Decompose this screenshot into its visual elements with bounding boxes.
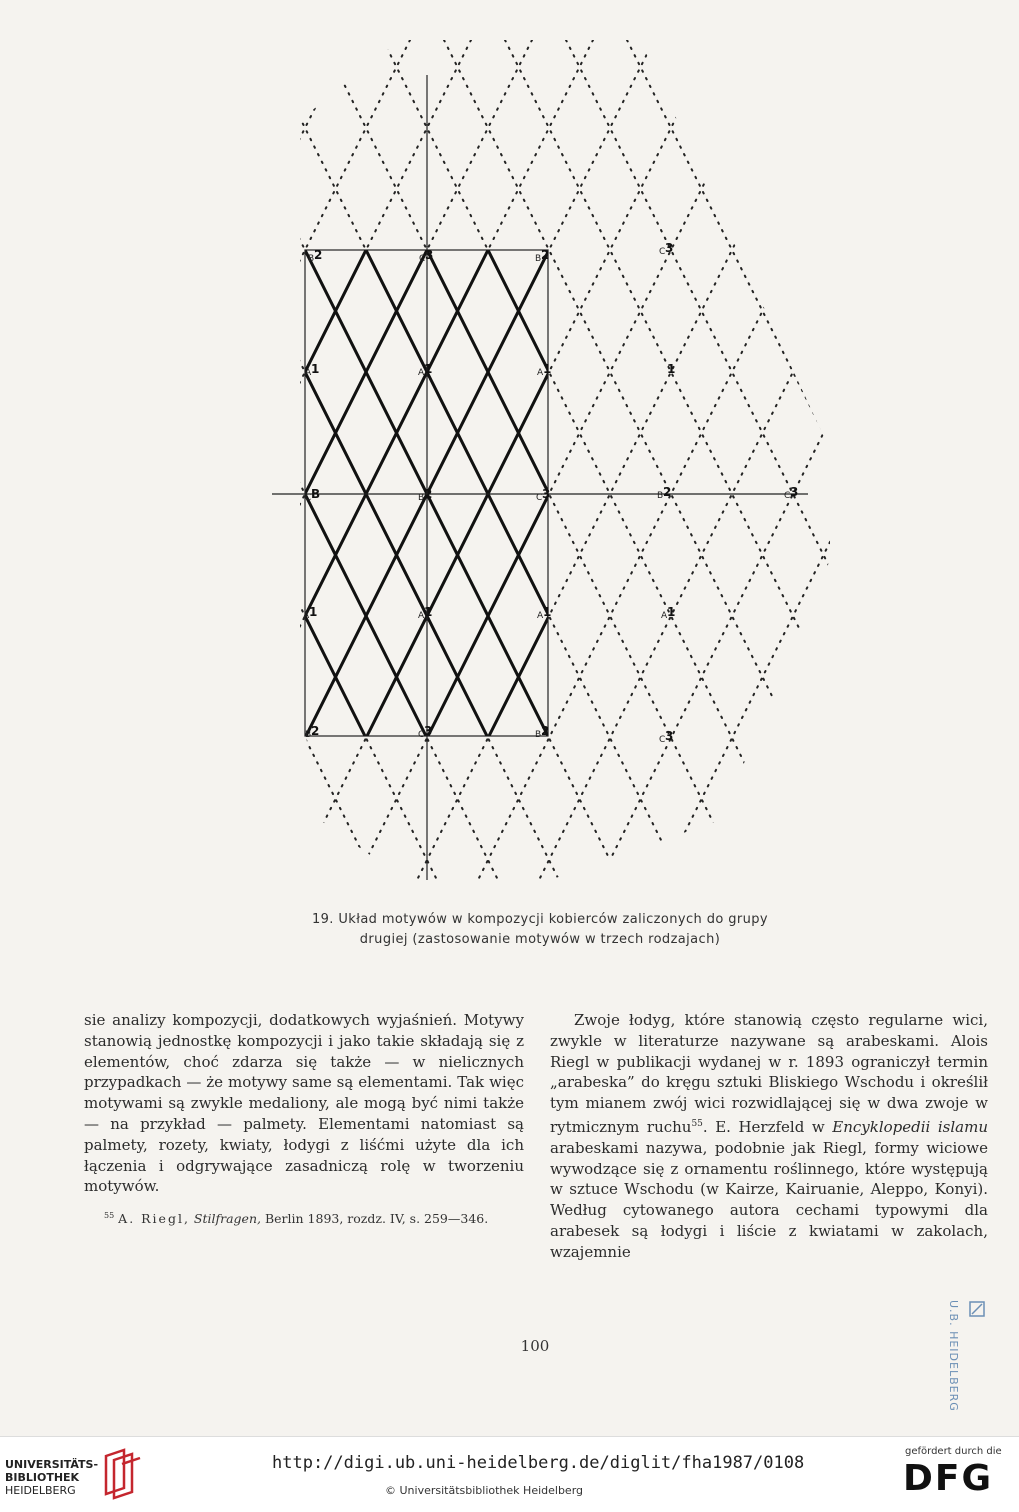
diagram-label-number: 2 [424,487,433,501]
diagram-label-number: 3 [665,241,674,255]
solid-diagonal-b [0,250,182,736]
diagram-label-letter: B [305,730,312,740]
dotted-diagonal-b [444,40,864,880]
dotted-diagonal-a [51,40,471,880]
diagram-label-number: 2 [663,485,672,499]
dotted-diagonal-b [932,40,1019,880]
dotted-diagonal-a [417,40,837,880]
left-column [84,1010,524,1197]
diagram-label-number: 2 [541,248,550,262]
diagram-label-number: 3 [542,487,551,501]
diagram-label-number: 1 [667,362,676,376]
footnote-author: A. Riegl, [118,1211,190,1227]
right-text-c: arabeskami nazywa, podobnie jak Riegl, formy wiciowe wywodzące się z ornamentu roślinnego, które występują w sztuce Wschodu (w Kairze, Kairuanie, Aleppo, Konyi). Według cytowanego autora cechami typowymi dla arabesek są łodygi i liście z kwiatami w zakolach, wzajemnie [550,1138,988,1261]
copyright-notice: © Universitätsbibliothek Heidelberg [385,1484,584,1497]
dotted-diagonal-b [627,40,1019,880]
dotted-diagonal-a [0,40,105,880]
dotted-diagonal-b [0,40,376,880]
dotted-diagonal-a [0,40,349,880]
diagram-label-letter: A [418,368,425,378]
solid-diagonal-b [976,250,1019,736]
dotted-diagonal-a [722,40,1019,880]
solid-diagonal-a [1,250,244,736]
solid-diagonal-b [854,250,1019,736]
diagram-label-number: B [311,487,321,501]
solid-diagonal-a [794,250,1019,736]
caption-line-1: 19. Układ motywów w kompozycji kobierców zaliczonych do grupy [311,912,769,927]
right-column [550,1010,988,1263]
library-name-line-2: BIBLIOTHEK [5,1471,80,1484]
diagram-label-number: 3 [425,248,434,262]
diagram-label-letter: A [537,368,544,378]
diagram-labels [303,241,798,745]
footnote-rest: Berlin 1893, rozdz. IV, s. 259—346. [264,1211,489,1227]
solid-diagonal-b [0,250,243,736]
diagram-label-number: 2 [314,248,323,262]
diagram-label-number: 3 [665,729,674,743]
dotted-diagonal-a [539,40,959,880]
dotted-diagonal-a [0,40,227,880]
library-name-line-1: UNIVERSITÄTS- [5,1458,99,1471]
solid-diagonal-a [0,250,122,736]
dotted-diagonal-a [0,40,44,880]
diagram-label-letter: A [537,611,544,621]
dotted-diagonal-b [78,40,498,880]
diagram-label-number: 1 [309,605,318,619]
diagram-label-number: 1 [424,362,433,376]
dotted-diagonal-a [844,40,1019,880]
footnote-title: Stilfragen, [193,1211,261,1227]
diagram-label-letter: C [659,735,666,745]
diagram-label-letter: C [784,491,791,501]
dotted-diagonal-b [0,40,132,880]
diagram-label-number: 2 [541,724,550,738]
dotted-diagonal-b [810,40,1019,880]
dotted-diagonal-b [993,40,1019,880]
dotted-diagonal-a [783,40,1019,880]
dfg-logo[interactable]: DFG [903,1458,994,1499]
right-paragraph [550,1010,988,1263]
diagram-label-letter: B [308,254,315,264]
dotted-diagonal-a [0,40,166,880]
diagram-label-letter: B [657,491,664,501]
solid-diagonal-a [62,250,305,736]
library-stamp-icon [968,1298,1010,1326]
figure-caption [230,910,850,950]
diagram-label-number: 3 [790,485,799,499]
diagram-label-number: 2 [311,724,320,738]
diagram-label-letter: A [661,611,668,621]
diagram-label-letter: C [536,493,543,503]
diagram-label-number: 3 [424,724,433,738]
right-text-b: . E. Herzfeld w [702,1117,833,1136]
funding-caption: gefördert durch die [905,1446,1002,1457]
diagram-label-letter: A [305,368,312,378]
diagram-label-letter: B [418,493,425,503]
diagram-label-number: 1 [543,362,552,376]
dotted-diagonal-a [478,40,898,880]
dotted-diagonal-a [356,40,776,880]
dotted-lattice [0,40,1019,880]
dotted-diagonal-b [688,40,1019,880]
diagram-label-letter: C [419,254,426,264]
dotted-diagonal-b [749,40,1019,880]
dotted-diagonal-b [0,40,318,880]
dotted-diagonal-b [17,40,437,880]
dotted-diagonal-b [566,40,986,880]
diagram-label-letter: C [418,730,425,740]
diagram-label-letter: B [535,254,542,264]
caption-line-2: drugiej (zastosowanie motywów w trzech rodzajach) [359,932,721,947]
footnote-block [84,1207,524,1228]
diagram-label-letter: B [535,730,542,740]
right-text-a: Zwoje łodyg, które stanowią często regularne wici, zwykle w literaturze nazywane są arabeskami. Alois Riegl w publikacji wydanej w r. 1893 ograniczył termin „arabeska” do kręgu sztuki Bliskiego Wschodu i określił tym mianem zwój wici rozwidlającej się w dwa zwoje w rytmicznym ruchu [550,1011,988,1136]
footnote-number: 55 [104,1211,115,1220]
footnote-ref: 55 [691,1118,703,1129]
dotted-diagonal-b [0,40,254,880]
page-number: 100 [520,1337,550,1355]
diagram-label-number: 1 [543,605,552,619]
permalink-url[interactable]: http://digi.ub.uni-heidelberg.de/diglit/fha1987/0108 [272,1453,805,1473]
library-name-line-3: HEIDELBERG [5,1484,76,1497]
left-paragraph: sie analizy kompozycji, dodatkowych wyjaśnień. Motywy stanowią jednostkę kompozycji i jako takie składają się z elementów, choć zdarza się także — w nielicznych przypadkach — że motywy same są elementami. Tak więc motywami są zwykle medaliony, ale mogą być nimi także — na przykład — palmety. Elementami natomiast są palmety, rozety, kwiaty, łodygi z liśćmi użyte dla ich łączenia i odgrywające zasadniczą rolę w tworzeniu motywów. [84,1011,524,1196]
library-watermark: U.B. HEIDELBERG [947,1300,960,1412]
dotted-diagonal-b [383,40,803,880]
diagram-label-letter: A [303,611,310,621]
solid-diagonal-a [0,250,61,736]
diagram-label-letter: C [659,247,666,257]
dotted-diagonal-b [505,40,925,880]
diagram-label-number: 1 [311,362,320,376]
dotted-diagonal-b [0,40,193,880]
dotted-diagonal-b [871,40,1019,880]
diagram-label-number: 1 [667,605,676,619]
diagram-label-letter: C [305,493,312,503]
solid-diagonal-b [793,250,1019,736]
encyclopedia-title: Encyklopedii islamu [832,1117,988,1136]
solid-diagonal-b [61,250,304,736]
dotted-diagonal-a [0,40,288,880]
dotted-diagonal-a [600,40,1019,880]
solid-diagonal-b [915,250,1019,736]
diagram-label-number: 1 [424,605,433,619]
solid-diagonal-b [0,250,121,736]
solid-diagonal-b [0,250,60,736]
solid-diagonal-a [0,250,183,736]
diagram-label-letter: A [418,611,425,621]
solid-lattice [0,250,1019,736]
